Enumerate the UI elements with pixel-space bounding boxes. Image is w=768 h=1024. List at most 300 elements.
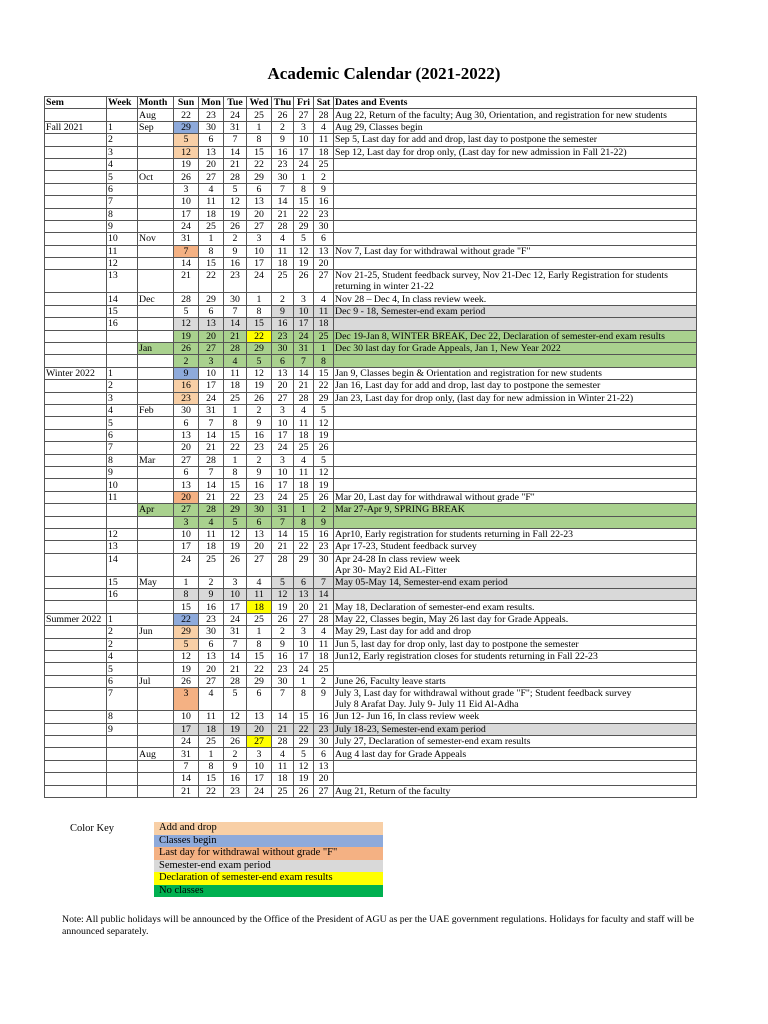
color-key-item: Last day for withdrawal without grade "F" <box>154 847 383 860</box>
week-cell: 1 <box>107 613 138 625</box>
semester-cell <box>45 380 107 392</box>
day-cell-thu: 3 <box>272 404 294 416</box>
day-cell-wed: 8 <box>247 134 272 146</box>
day-cell-tue: 28 <box>224 675 247 687</box>
semester-cell <box>45 158 107 170</box>
day-cell-sat: 12 <box>314 466 334 478</box>
day-cell-sat: 21 <box>314 601 334 613</box>
day-cell-sat: 12 <box>314 417 334 429</box>
day-cell-mon: 11 <box>199 528 224 540</box>
day-cell-wed: 17 <box>247 258 272 270</box>
calendar-row <box>45 760 697 772</box>
day-cell-sun: 31 <box>174 748 199 760</box>
week-cell <box>107 735 138 747</box>
week-cell: 7 <box>107 688 138 711</box>
day-cell-mon: 18 <box>199 208 224 220</box>
day-cell-sat: 28 <box>314 109 334 121</box>
day-cell-wed: 6 <box>247 688 272 711</box>
day-cell-wed: 23 <box>247 442 272 454</box>
semester-cell <box>45 589 107 601</box>
day-cell-tue: 2 <box>224 748 247 760</box>
color-key-item: Classes begin <box>154 835 383 848</box>
week-cell <box>107 601 138 613</box>
event-cell <box>334 773 697 785</box>
calendar-row <box>45 735 697 747</box>
week-cell: 16 <box>107 318 138 330</box>
header-thu: Thu <box>272 97 294 109</box>
day-cell-thu: 26 <box>272 109 294 121</box>
event-cell: May 22, Classes begin, May 26 last day for Grade Appeals. <box>334 613 697 625</box>
event-cell <box>334 233 697 245</box>
day-cell-tue: 1 <box>224 404 247 416</box>
day-cell-tue: 7 <box>224 638 247 650</box>
semester-cell: Summer 2022 <box>45 613 107 625</box>
day-cell-thu: 16 <box>272 651 294 663</box>
month-cell: Dec <box>138 293 174 305</box>
event-cell <box>334 516 697 528</box>
event-cell: May 18, Declaration of semester-end exam results. <box>334 601 697 613</box>
day-cell-sat: 11 <box>314 638 334 650</box>
day-cell-wed: 29 <box>247 171 272 183</box>
day-cell-sat: 13 <box>314 760 334 772</box>
day-cell-tue: 10 <box>224 589 247 601</box>
day-cell-mon: 25 <box>199 220 224 232</box>
event-cell <box>334 171 697 183</box>
calendar-row <box>45 355 697 367</box>
day-cell-tue: 22 <box>224 491 247 503</box>
day-cell-thu: 13 <box>272 367 294 379</box>
day-cell-thu: 27 <box>272 392 294 404</box>
event-cell: Sep 12, Last day for drop only, (Last day for new admission in Fall 21-22) <box>334 146 697 158</box>
day-cell-fri: 10 <box>294 305 314 317</box>
week-cell: 3 <box>107 146 138 158</box>
day-cell-sun: 19 <box>174 663 199 675</box>
day-cell-sun: 29 <box>174 626 199 638</box>
day-cell-fri: 14 <box>294 367 314 379</box>
day-cell-sat: 9 <box>314 688 334 711</box>
day-cell-wed: 22 <box>247 663 272 675</box>
day-cell-wed: 27 <box>247 553 272 576</box>
day-cell-thu: 14 <box>272 196 294 208</box>
day-cell-tue: 21 <box>224 158 247 170</box>
day-cell-fri: 3 <box>294 121 314 133</box>
header-sem: Sem <box>45 97 107 109</box>
week-cell: 6 <box>107 675 138 687</box>
day-cell-sat: 19 <box>314 479 334 491</box>
day-cell-sun: 7 <box>174 760 199 772</box>
semester-cell <box>45 134 107 146</box>
calendar-row <box>45 258 697 270</box>
month-cell <box>138 516 174 528</box>
week-cell <box>107 109 138 121</box>
day-cell-fri: 29 <box>294 553 314 576</box>
event-cell: Jan 16, Last day for add and drop, last day to postpone the semester <box>334 380 697 392</box>
day-cell-mon: 28 <box>199 504 224 516</box>
semester-cell <box>45 171 107 183</box>
day-cell-sat: 22 <box>314 380 334 392</box>
week-cell: 5 <box>107 171 138 183</box>
day-cell-thu: 21 <box>272 541 294 553</box>
event-cell: Apr 24-28 In class review week Apr 30- May2 Eid AL-Fitter <box>334 553 697 576</box>
month-cell: Oct <box>138 171 174 183</box>
day-cell-sun: 15 <box>174 601 199 613</box>
day-cell-fri: 27 <box>294 613 314 625</box>
semester-cell: Fall 2021 <box>45 121 107 133</box>
month-cell <box>138 735 174 747</box>
calendar-body <box>45 109 697 798</box>
day-cell-thu: 11 <box>272 760 294 772</box>
day-cell-mon: 8 <box>199 760 224 772</box>
semester-cell <box>45 479 107 491</box>
calendar-row <box>45 528 697 540</box>
month-cell <box>138 479 174 491</box>
day-cell-sun: 12 <box>174 146 199 158</box>
day-cell-fri: 22 <box>294 541 314 553</box>
semester-cell <box>45 343 107 355</box>
semester-cell <box>45 330 107 342</box>
event-cell: Aug 22, Return of the faculty; Aug 30, Orientation, and registration for new students <box>334 109 697 121</box>
month-cell: Sep <box>138 121 174 133</box>
day-cell-tue: 7 <box>224 305 247 317</box>
day-cell-wed: 27 <box>247 735 272 747</box>
month-cell <box>138 330 174 342</box>
day-cell-mon: 30 <box>199 121 224 133</box>
day-cell-fri: 4 <box>294 454 314 466</box>
month-cell <box>138 773 174 785</box>
week-cell: 15 <box>107 305 138 317</box>
calendar-row <box>45 773 697 785</box>
calendar-row <box>45 318 697 330</box>
calendar-row <box>45 134 697 146</box>
day-cell-sun: 12 <box>174 651 199 663</box>
header-mon: Mon <box>199 97 224 109</box>
day-cell-thu: 14 <box>272 711 294 723</box>
event-cell: May 05-May 14, Semester-end exam period <box>334 576 697 588</box>
calendar-row <box>45 711 697 723</box>
day-cell-fri: 20 <box>294 601 314 613</box>
event-cell: Nov 7, Last day for withdrawal without grade "F" <box>334 245 697 257</box>
day-cell-tue: 9 <box>224 245 247 257</box>
day-cell-fri: 12 <box>294 245 314 257</box>
calendar-row <box>45 613 697 625</box>
day-cell-sun: 17 <box>174 723 199 735</box>
day-cell-tue: 16 <box>224 258 247 270</box>
semester-cell <box>45 651 107 663</box>
day-cell-sat: 5 <box>314 404 334 416</box>
day-cell-wed: 13 <box>247 196 272 208</box>
event-cell <box>334 442 697 454</box>
day-cell-sat: 9 <box>314 183 334 195</box>
calendar-row <box>45 723 697 735</box>
month-cell <box>138 318 174 330</box>
event-cell: Dec 9 - 18, Semester-end exam period <box>334 305 697 317</box>
day-cell-tue: 15 <box>224 429 247 441</box>
header-month: Month <box>138 97 174 109</box>
month-cell <box>138 711 174 723</box>
day-cell-sat: 15 <box>314 367 334 379</box>
week-cell: 4 <box>107 404 138 416</box>
day-cell-wed: 20 <box>247 541 272 553</box>
day-cell-tue: 21 <box>224 663 247 675</box>
day-cell-wed: 29 <box>247 675 272 687</box>
color-key-legend <box>154 822 383 897</box>
day-cell-sun: 13 <box>174 479 199 491</box>
day-cell-sat: 27 <box>314 270 334 293</box>
day-cell-fri: 12 <box>294 760 314 772</box>
day-cell-wed: 10 <box>247 760 272 772</box>
day-cell-mon: 11 <box>199 196 224 208</box>
event-cell: Aug 4 last day for Grade Appeals <box>334 748 697 760</box>
day-cell-sun: 10 <box>174 196 199 208</box>
event-cell: Aug 21, Return of the faculty <box>334 785 697 797</box>
month-cell <box>138 663 174 675</box>
event-cell: Jun12, Early registration closes for students returning in Fall 22-23 <box>334 651 697 663</box>
day-cell-mon: 23 <box>199 109 224 121</box>
event-cell <box>334 183 697 195</box>
week-cell: 9 <box>107 466 138 478</box>
week-cell <box>107 785 138 797</box>
day-cell-thu: 5 <box>272 576 294 588</box>
day-cell-sat: 2 <box>314 171 334 183</box>
semester-cell <box>45 723 107 735</box>
day-cell-mon: 22 <box>199 270 224 293</box>
day-cell-sun: 5 <box>174 638 199 650</box>
month-cell <box>138 305 174 317</box>
day-cell-wed: 9 <box>247 466 272 478</box>
day-cell-thu: 2 <box>272 121 294 133</box>
day-cell-sat: 5 <box>314 454 334 466</box>
day-cell-sun: 13 <box>174 429 199 441</box>
day-cell-fri: 24 <box>294 158 314 170</box>
month-cell: Aug <box>138 109 174 121</box>
day-cell-tue: 1 <box>224 454 247 466</box>
day-cell-sat: 2 <box>314 675 334 687</box>
day-cell-sat: 25 <box>314 663 334 675</box>
day-cell-thu: 21 <box>272 723 294 735</box>
semester-cell <box>45 626 107 638</box>
day-cell-fri: 24 <box>294 330 314 342</box>
day-cell-sat: 30 <box>314 553 334 576</box>
color-key-item: Add and drop <box>154 822 383 835</box>
calendar-row <box>45 245 697 257</box>
month-cell <box>138 760 174 772</box>
day-cell-thu: 26 <box>272 613 294 625</box>
month-cell <box>138 158 174 170</box>
day-cell-sat: 20 <box>314 773 334 785</box>
week-cell: 10 <box>107 479 138 491</box>
calendar-row <box>45 748 697 760</box>
day-cell-thu: 17 <box>272 429 294 441</box>
day-cell-mon: 6 <box>199 638 224 650</box>
day-cell-sun: 23 <box>174 392 199 404</box>
day-cell-sat: 16 <box>314 196 334 208</box>
semester-cell <box>45 638 107 650</box>
day-cell-wed: 5 <box>247 355 272 367</box>
month-cell <box>138 442 174 454</box>
day-cell-sun: 20 <box>174 442 199 454</box>
week-cell: 6 <box>107 183 138 195</box>
month-cell <box>138 589 174 601</box>
event-cell <box>334 318 697 330</box>
day-cell-mon: 17 <box>199 380 224 392</box>
semester-cell <box>45 208 107 220</box>
day-cell-tue: 19 <box>224 541 247 553</box>
day-cell-mon: 6 <box>199 134 224 146</box>
month-cell: Feb <box>138 404 174 416</box>
semester-cell <box>45 601 107 613</box>
event-cell: Jan 23, Last day for drop only, (last day for new admission in Winter 21-22) <box>334 392 697 404</box>
day-cell-mon: 29 <box>199 293 224 305</box>
day-cell-sun: 28 <box>174 293 199 305</box>
week-cell: 8 <box>107 208 138 220</box>
calendar-row <box>45 663 697 675</box>
day-cell-fri: 13 <box>294 589 314 601</box>
day-cell-tue: 28 <box>224 171 247 183</box>
day-cell-tue: 14 <box>224 318 247 330</box>
day-cell-thu: 10 <box>272 466 294 478</box>
day-cell-fri: 5 <box>294 748 314 760</box>
day-cell-wed: 24 <box>247 270 272 293</box>
day-cell-wed: 2 <box>247 454 272 466</box>
week-cell: 5 <box>107 663 138 675</box>
day-cell-tue: 8 <box>224 417 247 429</box>
day-cell-thu: 7 <box>272 516 294 528</box>
day-cell-mon: 16 <box>199 601 224 613</box>
day-cell-mon: 6 <box>199 305 224 317</box>
day-cell-sat: 1 <box>314 343 334 355</box>
day-cell-sun: 30 <box>174 404 199 416</box>
event-cell <box>334 663 697 675</box>
day-cell-thu: 12 <box>272 589 294 601</box>
calendar-row <box>45 121 697 133</box>
week-cell: 9 <box>107 723 138 735</box>
week-cell <box>107 343 138 355</box>
day-cell-sat: 30 <box>314 735 334 747</box>
day-cell-mon: 28 <box>199 454 224 466</box>
semester-cell <box>45 442 107 454</box>
event-cell <box>334 760 697 772</box>
week-cell: 2 <box>107 380 138 392</box>
day-cell-mon: 14 <box>199 479 224 491</box>
day-cell-wed: 18 <box>247 601 272 613</box>
week-cell: 14 <box>107 293 138 305</box>
calendar-row <box>45 417 697 429</box>
day-cell-sat: 23 <box>314 208 334 220</box>
day-cell-sun: 21 <box>174 785 199 797</box>
day-cell-tue: 16 <box>224 773 247 785</box>
week-cell: 5 <box>107 417 138 429</box>
day-cell-fri: 3 <box>294 626 314 638</box>
month-cell: Nov <box>138 233 174 245</box>
day-cell-mon: 11 <box>199 711 224 723</box>
header-sat: Sat <box>314 97 334 109</box>
day-cell-thu: 7 <box>272 688 294 711</box>
semester-cell <box>45 417 107 429</box>
day-cell-fri: 6 <box>294 576 314 588</box>
day-cell-mon: 27 <box>199 675 224 687</box>
header-sun: Sun <box>174 97 199 109</box>
semester-cell <box>45 196 107 208</box>
week-cell <box>107 773 138 785</box>
month-cell <box>138 553 174 576</box>
day-cell-sun: 27 <box>174 504 199 516</box>
day-cell-tue: 12 <box>224 528 247 540</box>
day-cell-mon: 13 <box>199 146 224 158</box>
month-cell <box>138 541 174 553</box>
day-cell-mon: 18 <box>199 723 224 735</box>
month-cell <box>138 613 174 625</box>
day-cell-sat: 8 <box>314 355 334 367</box>
day-cell-wed: 25 <box>247 613 272 625</box>
week-cell: 2 <box>107 134 138 146</box>
calendar-row <box>45 589 697 601</box>
month-cell <box>138 785 174 797</box>
event-cell: Mar 27-Apr 9, SPRING BREAK <box>334 504 697 516</box>
color-key-item: Declaration of semester-end exam results <box>154 872 383 885</box>
day-cell-sun: 19 <box>174 158 199 170</box>
day-cell-fri: 18 <box>294 479 314 491</box>
semester-cell <box>45 270 107 293</box>
day-cell-wed: 24 <box>247 785 272 797</box>
semester-cell <box>45 675 107 687</box>
event-cell: Mar 20, Last day for withdrawal without grade "F" <box>334 491 697 503</box>
day-cell-mon: 20 <box>199 158 224 170</box>
day-cell-tue: 25 <box>224 392 247 404</box>
day-cell-wed: 1 <box>247 121 272 133</box>
semester-cell <box>45 785 107 797</box>
semester-cell <box>45 663 107 675</box>
header-week: Week <box>107 97 138 109</box>
day-cell-sun: 5 <box>174 134 199 146</box>
semester-cell <box>45 109 107 121</box>
day-cell-mon: 4 <box>199 516 224 528</box>
day-cell-fri: 10 <box>294 134 314 146</box>
day-cell-tue: 24 <box>224 109 247 121</box>
calendar-row <box>45 270 697 293</box>
week-cell: 2 <box>107 626 138 638</box>
calendar-row <box>45 466 697 478</box>
day-cell-mon: 25 <box>199 553 224 576</box>
day-cell-tue: 31 <box>224 121 247 133</box>
color-key-item: No classes <box>154 885 383 898</box>
week-cell: 12 <box>107 258 138 270</box>
day-cell-sat: 23 <box>314 723 334 735</box>
day-cell-sun: 21 <box>174 270 199 293</box>
day-cell-fri: 19 <box>294 258 314 270</box>
day-cell-tue: 12 <box>224 196 247 208</box>
day-cell-sun: 8 <box>174 589 199 601</box>
day-cell-mon: 4 <box>199 688 224 711</box>
day-cell-tue: 22 <box>224 442 247 454</box>
month-cell: Jun <box>138 626 174 638</box>
week-cell <box>107 516 138 528</box>
day-cell-thu: 19 <box>272 601 294 613</box>
week-cell: 4 <box>107 651 138 663</box>
event-cell <box>334 355 697 367</box>
day-cell-thu: 23 <box>272 158 294 170</box>
day-cell-tue: 26 <box>224 220 247 232</box>
semester-cell <box>45 146 107 158</box>
week-cell: 7 <box>107 442 138 454</box>
week-cell: 14 <box>107 553 138 576</box>
semester-cell <box>45 504 107 516</box>
semester-cell <box>45 735 107 747</box>
day-cell-thu: 24 <box>272 491 294 503</box>
day-cell-wed: 20 <box>247 208 272 220</box>
calendar-row <box>45 146 697 158</box>
event-cell <box>334 466 697 478</box>
day-cell-mon: 27 <box>199 343 224 355</box>
